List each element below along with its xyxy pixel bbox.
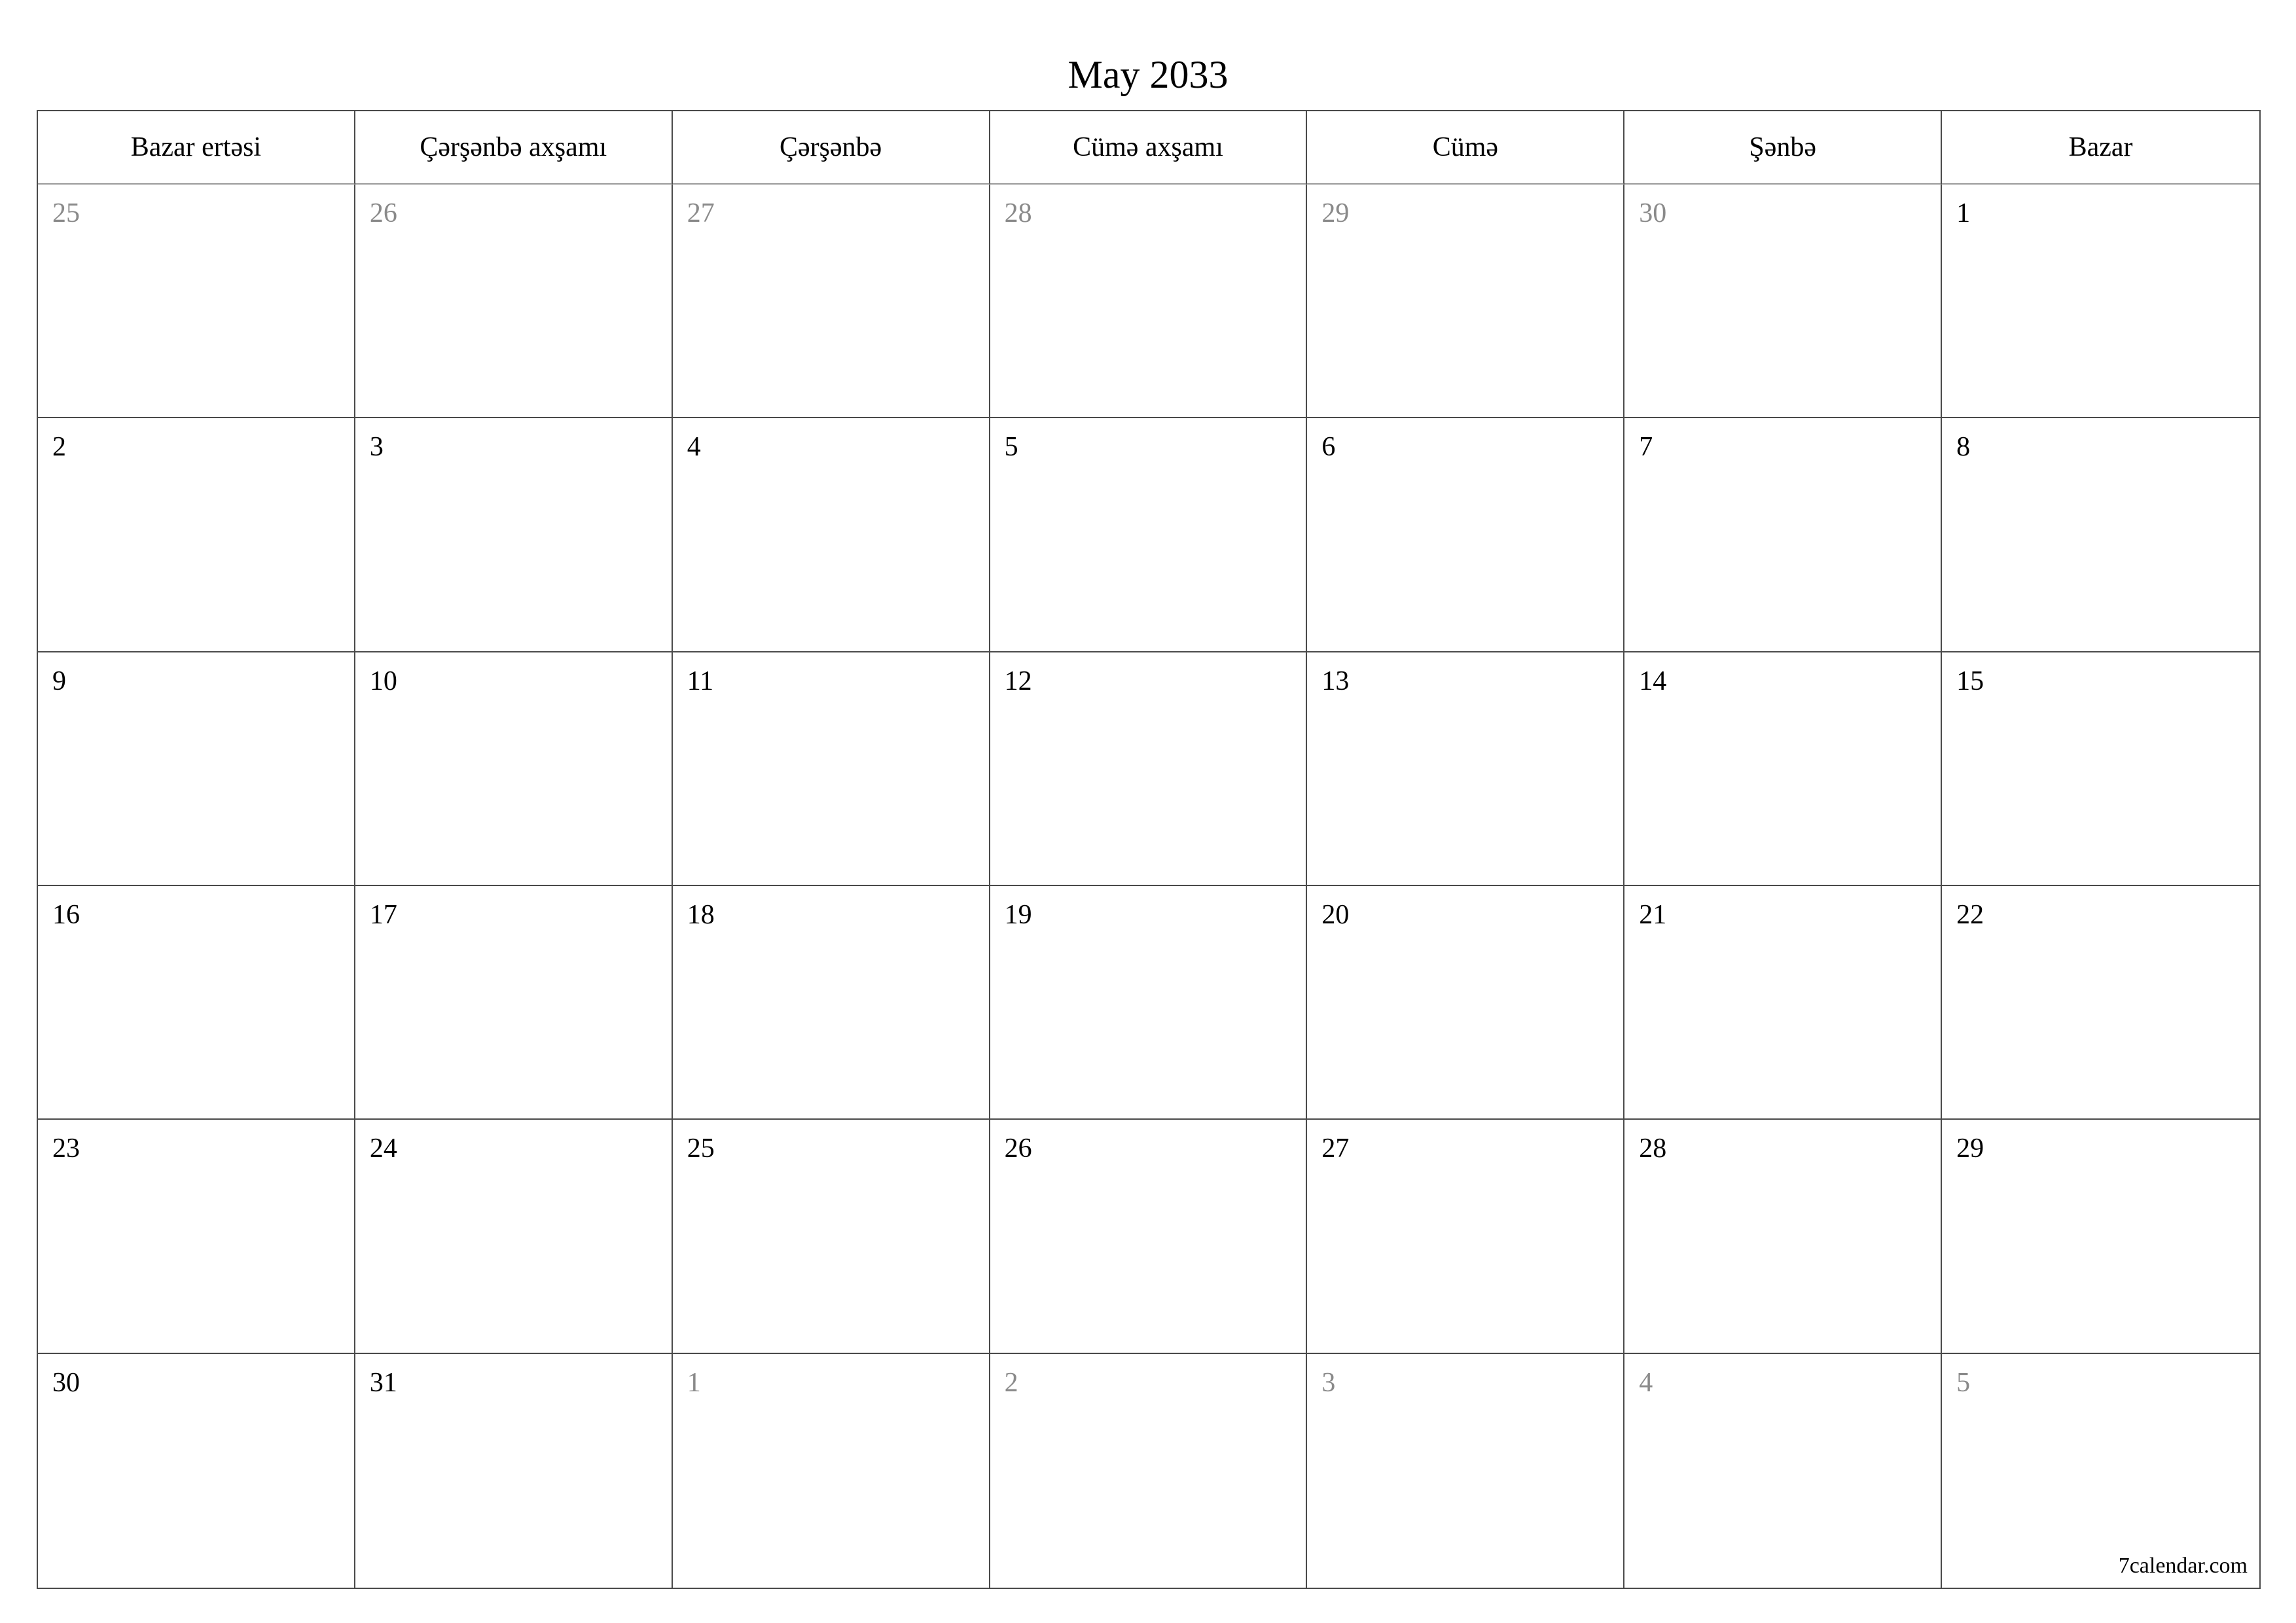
- day-number: 26: [369, 198, 397, 228]
- day-cell: [1942, 886, 2259, 1120]
- day-cell: [355, 652, 673, 886]
- day-cell: [673, 418, 990, 652]
- day-cell: [1942, 1354, 2259, 1588]
- day-number: 19: [1004, 900, 1032, 930]
- day-cell: [38, 185, 355, 418]
- day-number: 15: [1956, 666, 1984, 696]
- day-number: 3: [1321, 1367, 1336, 1398]
- day-cell: [1307, 652, 1624, 886]
- day-number: 20: [1321, 900, 1350, 930]
- day-cell: [1624, 652, 1942, 886]
- day-cell: [355, 418, 673, 652]
- day-number: 17: [369, 900, 397, 930]
- day-cell: [1624, 185, 1942, 418]
- day-number: 23: [52, 1133, 80, 1164]
- day-cell: [990, 886, 1308, 1120]
- day-number: 12: [1004, 666, 1032, 696]
- day-number: 9: [52, 666, 66, 696]
- day-cell: [1307, 1354, 1624, 1588]
- day-cell: [355, 185, 673, 418]
- day-number: 25: [52, 198, 80, 228]
- day-cell: [38, 1120, 355, 1353]
- day-cell: [673, 185, 990, 418]
- weekday-header-friday: Cümə: [1307, 111, 1624, 185]
- day-number: 27: [1321, 1133, 1350, 1164]
- day-number: 5: [1956, 1367, 1971, 1398]
- calendar-grid: [37, 110, 2261, 1589]
- day-number: 2: [1004, 1367, 1018, 1398]
- day-number: 24: [369, 1133, 397, 1164]
- page-title: May 2033: [1067, 53, 1229, 96]
- day-cell: [1307, 886, 1624, 1120]
- day-number: 6: [1321, 432, 1336, 463]
- day-cell: [1624, 1354, 1942, 1588]
- weekday-header-thursday: Cümə axşamı: [990, 111, 1308, 185]
- day-number: 31: [369, 1367, 397, 1398]
- day-cell: [355, 1120, 673, 1353]
- day-cell: [1942, 185, 2259, 418]
- day-number: 14: [1639, 666, 1667, 696]
- day-number: 2: [52, 432, 66, 463]
- day-number: 4: [687, 432, 701, 463]
- day-cell: [990, 185, 1308, 418]
- weekday-header-saturday: Şənbə: [1624, 111, 1942, 185]
- day-cell: [38, 1354, 355, 1588]
- day-cell: [1942, 652, 2259, 886]
- day-number: 13: [1321, 666, 1350, 696]
- day-number: 29: [1956, 1133, 1984, 1164]
- day-cell: [1624, 418, 1942, 652]
- day-number: 28: [1639, 1133, 1667, 1164]
- day-cell: [38, 418, 355, 652]
- day-cell: [1624, 886, 1942, 1120]
- day-number: 28: [1004, 198, 1032, 228]
- day-number: 25: [687, 1133, 715, 1164]
- day-number: 4: [1639, 1367, 1653, 1398]
- weekday-header-monday: Bazar ertəsi: [38, 111, 355, 185]
- day-number: 7: [1639, 432, 1653, 463]
- day-cell: [673, 886, 990, 1120]
- day-cell: [673, 1354, 990, 1588]
- day-number: 1: [687, 1367, 701, 1398]
- day-number: 27: [687, 198, 715, 228]
- day-cell: [38, 886, 355, 1120]
- day-number: 11: [687, 666, 714, 696]
- day-cell: [1307, 185, 1624, 418]
- weekday-header-wednesday: Çərşənbə: [673, 111, 990, 185]
- day-number: 1: [1956, 198, 1971, 228]
- day-cell: [1624, 1120, 1942, 1353]
- day-number: 30: [52, 1367, 80, 1398]
- day-cell: [1307, 1120, 1624, 1353]
- day-cell: [1942, 1120, 2259, 1353]
- day-cell: [673, 652, 990, 886]
- day-cell: [990, 1354, 1308, 1588]
- day-cell: [355, 886, 673, 1120]
- day-number: 30: [1639, 198, 1667, 228]
- weekday-header-tuesday: Çərşənbə axşamı: [355, 111, 673, 185]
- day-cell: [673, 1120, 990, 1353]
- day-number: 26: [1004, 1133, 1032, 1164]
- day-number: 8: [1956, 432, 1971, 463]
- day-number: 22: [1956, 900, 1984, 930]
- site-credit: 7calendar.com: [2118, 1554, 2248, 1578]
- day-cell: [1307, 418, 1624, 652]
- day-cell: [990, 652, 1308, 886]
- day-cell: [990, 418, 1308, 652]
- day-number: 5: [1004, 432, 1018, 463]
- day-number: 10: [369, 666, 397, 696]
- day-number: 18: [687, 900, 715, 930]
- day-cell: [990, 1120, 1308, 1353]
- day-number: 29: [1321, 198, 1350, 228]
- day-number: 3: [369, 432, 384, 463]
- day-number: 21: [1639, 900, 1667, 930]
- day-cell: [38, 652, 355, 886]
- weekday-header-sunday: Bazar: [1942, 111, 2259, 185]
- day-number: 16: [52, 900, 80, 930]
- day-cell: [355, 1354, 673, 1588]
- day-cell: [1942, 418, 2259, 652]
